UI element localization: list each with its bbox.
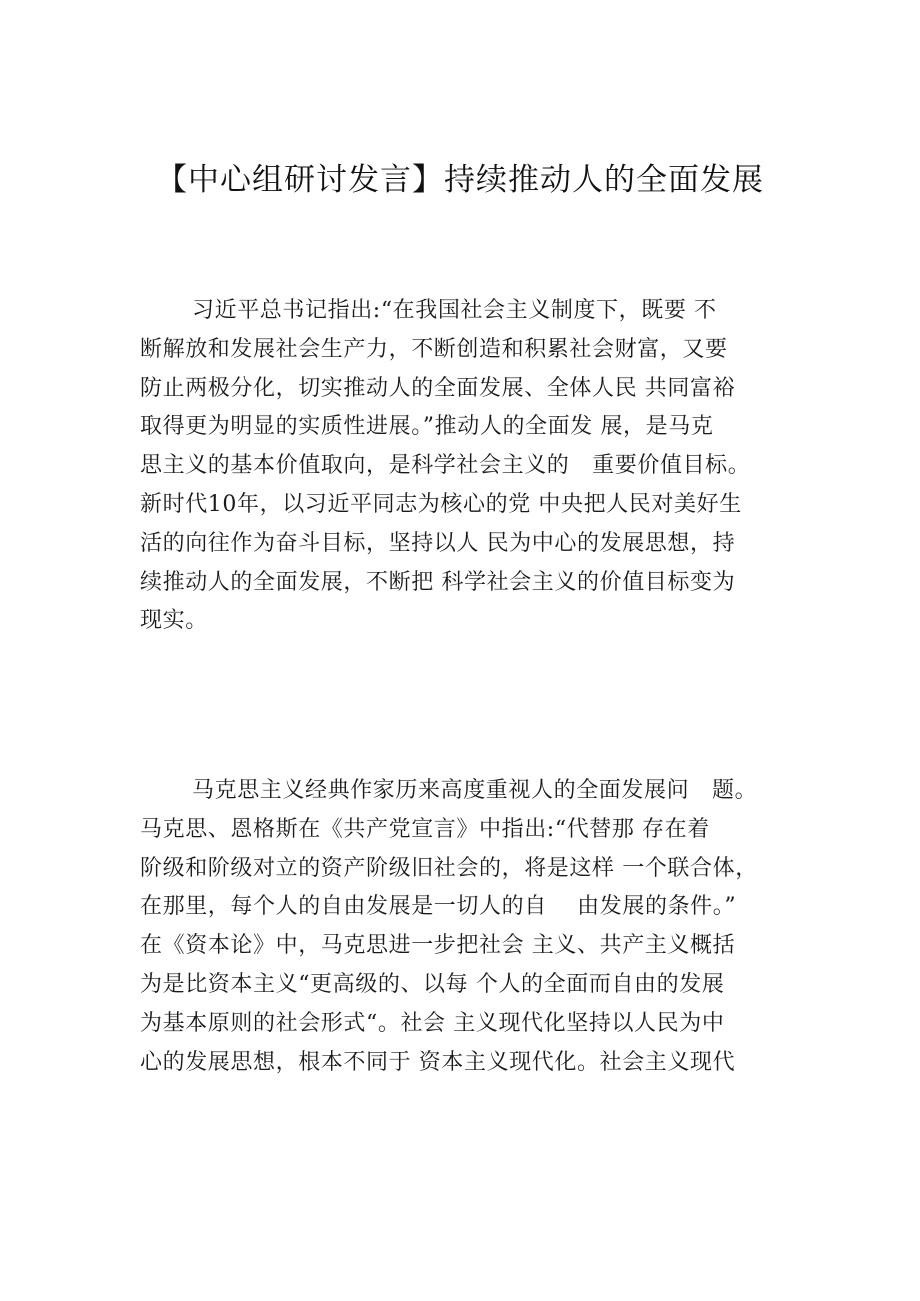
paragraph-line: 为基本原则的社会形式“。社会 主义现代化坚持以人民为中 [140,1010,725,1036]
paragraph-1 [140,292,800,641]
paragraph-line: 活的向往作为奋斗目标，坚持以人 民为中心的发展思想，持 [140,530,736,556]
paragraph-line: 为是比资本主义“更高级的、以每 个人的全面而自由的发展 [140,971,725,997]
document-title: 【中心组研讨发言】持续推动人的全面发展 [156,162,764,198]
paragraph-line: 防止两极分化，切实推动人的全面发展、全体人民 共同富裕 [140,375,736,401]
paragraph-line: 马克思、恩格斯在《共产党宣言》中指出:“代替那 存在着 [140,816,710,842]
paragraph-line: 心的发展思想，根本不同于 资本主义现代化。社会主义现代 [140,1049,736,1075]
paragraph-line: 续推动人的全面发展，不断把 科学社会主义的价值目标变为 [140,569,736,595]
paragraph-line: 马克思主义经典作家历来高度重视人的全面发展问 题。 [192,778,758,803]
paragraph-line: 在《资本论》中，马克思进一步把社会 主义、共产主义概括 [140,933,736,959]
paragraph-2 [140,772,800,1082]
paragraph-line: 在那里，每个人的自由发展是一切人的自 由发展的条件。” [140,894,737,920]
paragraph-line: 现实。 [140,608,208,634]
paragraph-line: 思主义的基本价值取向，是科学社会主义的 重要价值目标。 [140,453,751,479]
paragraph-line: 断解放和发展社会生产力，不断创造和积累社会财富，又要 [140,336,728,362]
paragraph-line: 阶级和阶级对立的资产阶级旧社会的，将是这样 一个联合体， [140,855,758,881]
paragraph-line: 取得更为明显的实质性进展。”推动人的全面发 展，是马克 [140,414,714,440]
paragraph-line: 新时代10年，以习近平同志为核心的党 中央把人民对美好生 [140,491,742,517]
paragraph-line: 习近平总书记指出:“在我国社会主义制度下，既要 不 [192,298,717,323]
